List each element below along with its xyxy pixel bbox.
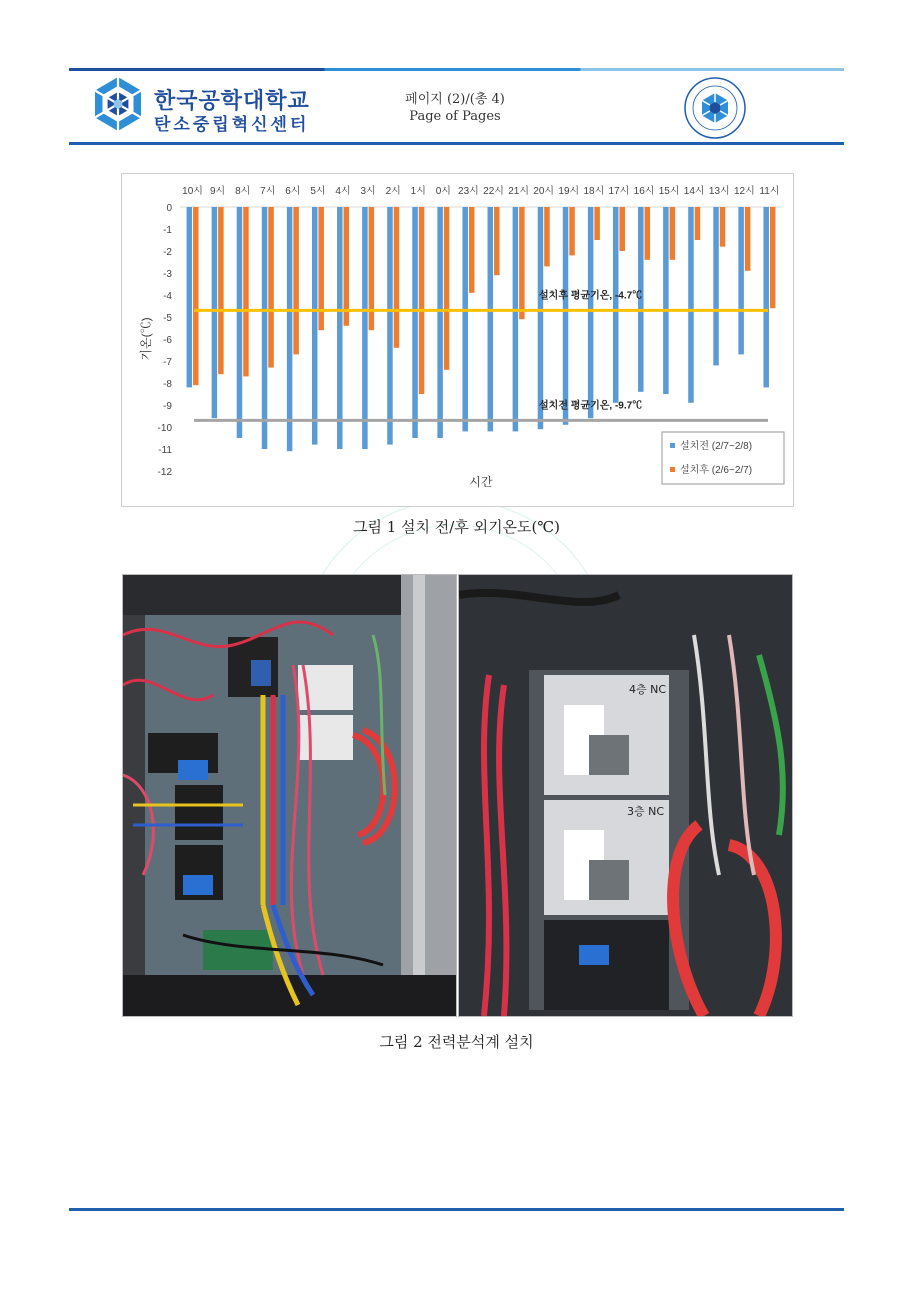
bar-after bbox=[243, 207, 249, 376]
y-tick-label: -1 bbox=[163, 225, 172, 236]
org-name-line1: 한국공학대학교 bbox=[154, 89, 310, 114]
y-tick-label: -5 bbox=[163, 313, 172, 324]
bar-before bbox=[688, 207, 694, 403]
bar-after bbox=[469, 207, 475, 293]
x-tick-label: 19시 bbox=[558, 186, 580, 197]
bar-before bbox=[538, 207, 544, 429]
x-tick-label: 6시 bbox=[285, 186, 301, 197]
x-tick-label: 22시 bbox=[483, 186, 504, 197]
bar-before bbox=[738, 207, 744, 354]
x-tick-label: 17시 bbox=[608, 186, 630, 197]
org-name-line2: 탄소중립혁신센터 bbox=[154, 115, 310, 135]
x-tick-label: 5시 bbox=[310, 186, 326, 197]
page-number: 페이지 (2)/(총 4) bbox=[405, 92, 505, 107]
bar-after bbox=[770, 207, 776, 308]
x-tick-label: 7시 bbox=[260, 186, 276, 197]
bar-before bbox=[563, 207, 569, 425]
y-tick-label: 0 bbox=[166, 203, 172, 214]
header-bottom-rule bbox=[69, 142, 844, 145]
footer-rule bbox=[69, 1208, 844, 1211]
bar-before bbox=[613, 207, 619, 403]
y-tick-label: -2 bbox=[163, 247, 172, 258]
university-seal bbox=[683, 76, 747, 140]
y-tick-label: -12 bbox=[157, 467, 172, 478]
legend-box bbox=[662, 432, 784, 484]
x-tick-label: 12시 bbox=[733, 186, 755, 197]
snowflake-logo-icon bbox=[89, 75, 147, 133]
panel-label-4f: 4층 NC bbox=[629, 683, 667, 696]
y-axis-label: 기온(℃) bbox=[139, 317, 153, 361]
y-tick-label: -4 bbox=[163, 291, 172, 302]
figure2-caption: 그림 2 전력분석계 설치 bbox=[379, 1033, 534, 1051]
bar-before bbox=[513, 207, 519, 431]
bar-before bbox=[588, 207, 594, 418]
x-tick-label: 0시 bbox=[435, 186, 451, 197]
bar-before bbox=[212, 207, 218, 418]
bar-before bbox=[262, 207, 268, 449]
seal-emblem-icon bbox=[683, 76, 747, 140]
bar-before bbox=[237, 207, 243, 438]
bar-after bbox=[193, 207, 199, 385]
bar-after bbox=[670, 207, 676, 260]
panel-label-3f: 3층 NC bbox=[627, 805, 665, 818]
y-tick-label: -7 bbox=[163, 357, 172, 368]
x-tick-label: 1시 bbox=[410, 186, 426, 197]
photo-panel-left bbox=[122, 574, 457, 1017]
bar-before bbox=[287, 207, 293, 451]
bar-after bbox=[594, 207, 600, 240]
bar-after bbox=[394, 207, 400, 348]
bar-after bbox=[419, 207, 425, 394]
bar-before bbox=[462, 207, 468, 431]
photo-panel-right bbox=[458, 574, 793, 1017]
temperature-bar-chart bbox=[122, 174, 793, 506]
x-axis-label: 시간 bbox=[469, 475, 493, 489]
bar-before bbox=[187, 207, 193, 387]
bar-after bbox=[268, 207, 274, 368]
x-tick-label: 8시 bbox=[235, 186, 251, 197]
y-tick-label: -10 bbox=[157, 423, 172, 434]
temperature-chart-frame bbox=[121, 173, 794, 507]
bar-after bbox=[695, 207, 701, 240]
bar-before bbox=[488, 207, 494, 431]
y-tick-label: -11 bbox=[158, 445, 172, 456]
x-tick-label: 2시 bbox=[385, 186, 401, 197]
bar-after bbox=[218, 207, 224, 374]
bar-before bbox=[337, 207, 343, 449]
x-tick-label: 16시 bbox=[633, 186, 655, 197]
x-tick-label: 21시 bbox=[508, 186, 530, 197]
legend-swatch bbox=[670, 467, 675, 472]
legend-swatch bbox=[670, 443, 675, 448]
bar-after bbox=[720, 207, 726, 247]
bar-before bbox=[437, 207, 443, 438]
y-tick-label: -3 bbox=[163, 269, 172, 280]
electrical-panel-photo-left bbox=[123, 575, 456, 1016]
bar-before bbox=[312, 207, 318, 445]
x-tick-label: 20시 bbox=[533, 186, 555, 197]
bar-after bbox=[519, 207, 525, 319]
x-tick-label: 9시 bbox=[210, 186, 226, 197]
x-tick-label: 3시 bbox=[360, 186, 376, 197]
bar-after bbox=[293, 207, 299, 354]
bar-after bbox=[619, 207, 625, 251]
y-tick-label: -6 bbox=[163, 335, 172, 346]
university-logo bbox=[89, 75, 147, 133]
x-tick-label: 14시 bbox=[683, 186, 705, 197]
x-tick-label: 10시 bbox=[182, 186, 203, 197]
bar-before bbox=[362, 207, 368, 449]
bar-after bbox=[494, 207, 500, 275]
y-tick-label: -8 bbox=[163, 379, 172, 390]
bar-after bbox=[444, 207, 450, 370]
average-line-label: 설치전 평균기온, -9.7℃ bbox=[539, 400, 643, 412]
bar-before bbox=[387, 207, 393, 445]
legend-entry: 설치후 (2/6~2/7) bbox=[680, 465, 753, 476]
bar-before bbox=[663, 207, 669, 394]
header-top-rule bbox=[69, 68, 844, 71]
bar-after bbox=[344, 207, 350, 326]
y-tick-label: -9 bbox=[163, 401, 172, 412]
bar-after bbox=[745, 207, 751, 271]
x-tick-label: 13시 bbox=[708, 186, 730, 197]
bar-before bbox=[763, 207, 769, 387]
bar-after bbox=[645, 207, 651, 260]
page-of-pages: Page of Pages bbox=[409, 109, 501, 124]
bar-after bbox=[544, 207, 550, 266]
x-tick-label: 11시 bbox=[759, 186, 780, 197]
figure1-caption: 그림 1 설치 전/후 외기온도(℃) bbox=[352, 518, 561, 536]
x-tick-label: 18시 bbox=[583, 186, 605, 197]
x-tick-label: 4시 bbox=[335, 186, 351, 197]
electrical-panel-photo-right bbox=[459, 575, 792, 1016]
bar-before bbox=[713, 207, 719, 365]
legend-entry: 설치전 (2/7~2/8) bbox=[680, 441, 753, 452]
bar-after bbox=[569, 207, 575, 255]
average-line-label: 설치후 평균기온, -4.7℃ bbox=[539, 290, 643, 302]
x-tick-label: 15시 bbox=[658, 186, 680, 197]
bar-before bbox=[412, 207, 418, 438]
x-tick-label: 23시 bbox=[458, 186, 479, 197]
